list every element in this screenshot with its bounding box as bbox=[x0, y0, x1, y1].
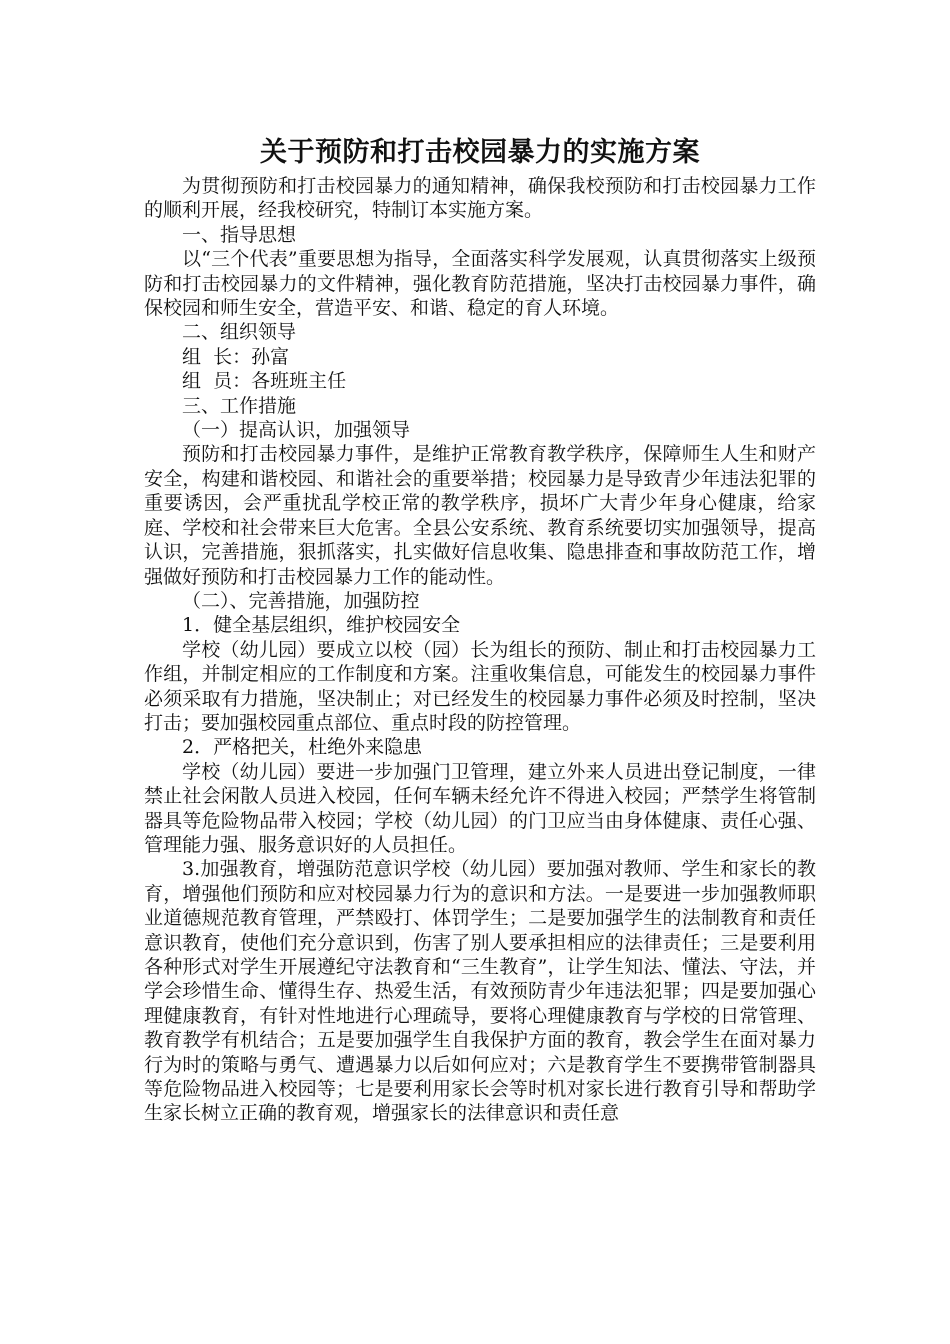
section-heading-guiding-ideology: 一、指导思想 bbox=[182, 223, 297, 246]
guiding-ideology-paragraph: 以“三个代表”重要思想为指导，全面落实科学发展观，认真贯彻落实上级预防和打击校园暴力的文件精神，强化教育防范措施，坚决打击校园暴力事件，确保校园和师生安全，营造平安、和谐、稳定的育人环境。 bbox=[144, 248, 816, 320]
section-heading-measures: 三、工作措施 bbox=[182, 394, 297, 417]
document-page bbox=[144, 136, 816, 1126]
subsection-heading-awareness: （一）提高认识，加强领导 bbox=[182, 419, 411, 442]
document-title: 关于预防和打击校园暴力的实施方案 bbox=[260, 137, 700, 168]
item-heading-grassroots: 1．健全基层组织，维护校园安全 bbox=[182, 614, 461, 637]
gatekeeping-paragraph: 学校（幼儿园）要进一步加强门卫管理，建立外来人员进出登记制度，一律禁止社会闲散人员进入校园，任何车辆未经允许不得进入校园；严禁学生将管制器具等危险物品带入校园；学校（幼儿园）的门卫应当由身体健康、责任心强、管理能力强、服务意识好的人员担任。 bbox=[144, 760, 816, 856]
item-heading-gatekeeping: 2．严格把关，杜绝外来隐患 bbox=[182, 736, 423, 759]
subsection-heading-prevention: （二）、完善措施，加强防控 bbox=[182, 589, 420, 612]
awareness-paragraph: 预防和打击校园暴力事件，是维护正常教育教学秩序，保障师生人生和财产安全，构建和谐校园、和谐社会的重要举措；校园暴力是导致青少年违法犯罪的重要诱因，会严重扰乱学校正常的教学秩序，损坏广大青少年身心健康，给家庭、学校和社会带来巨大危害。全县公安系统、教育系统要切实加强领导，提高认识，完善措施，狠抓落实，扎实做好信息收集、隐患排查和事故防范工作，增强做好预防和打击校园暴力工作的能动性。 bbox=[144, 443, 816, 588]
section-heading-organization: 二、组织领导 bbox=[182, 321, 297, 344]
education-paragraph: 3.加强教育，增强防范意识学校（幼儿园）要加强对教师、学生和家长的教育，增强他们预防和应对校园暴力行为的意识和方法。一是要进一步加强教师职业道德规范教育管理，严禁殴打、体罚学生；二是要加强学生的法制教育和责任意识教育，使他们充分意识到，伤害了别人要承担相应的法律责任；三是要利用各种形式对学生开展遵纪守法教育和“三生教育”，让学生知法、懂法、守法，并学会珍惜生命、懂得生存、热爱生活，有效预防青少年违法犯罪；四是要加强心理健康教育，有针对性地进行心理疏导，要将心理健康教育与学校的日常管理、教育教学有机结合；五是要加强学生自我保护方面的教育，教会学生在面对暴力行为时的策略与勇气、遭遇暴力以后如何应对；六是教育学生不要携带管制器具等危险物品进入校园等；七是要利用家长会等时机对家长进行教育引导和帮助学生家长树立正确的教育观，增强家长的法律意识和责任意 bbox=[144, 858, 816, 1125]
intro-paragraph: 为贯彻预防和打击校园暴力的通知精神，确保我校预防和打击校园暴力工作的顺利开展，经我校研究，特制订本实施方案。 bbox=[144, 175, 816, 222]
document-body bbox=[144, 174, 816, 1126]
team-members-line: 组 员：各班班主任 bbox=[182, 370, 347, 393]
grassroots-paragraph: 学校（幼儿园）要成立以校（园）长为组长的预防、制止和打击校园暴力工作组，并制定相应的工作制度和方案。注重收集信息，可能发生的校园暴力事件必须采取有力措施，坚决制止；对已经发生的校园暴力事件必须及时控制，坚决打击；要加强校园重点部位、重点时段的防控管理。 bbox=[144, 638, 816, 734]
team-leader-line: 组 长：孙富 bbox=[182, 345, 290, 368]
